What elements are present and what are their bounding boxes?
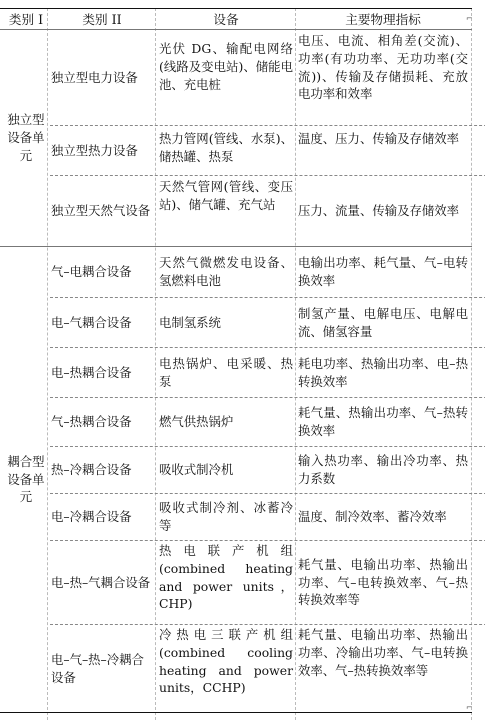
table-row-indicators: 耗气量、电输出功率、热输出功率、气–电转换效率、气–热转换效率等	[298, 556, 468, 608]
table-row-indicators: 耗气量、热输出功率、气–热转换效率	[298, 405, 468, 438]
column-divider	[295, 8, 296, 720]
corner-mark: ⌐	[466, 703, 473, 712]
table-row-type: 电–热耦合设备	[51, 364, 132, 380]
table-row-equipment: 冷热电三联产机组(combined cooling heating and power units，CCHP)	[159, 627, 293, 696]
table-row-equipment: 燃气供热锅炉	[159, 414, 234, 430]
table-row-indicators: 压力、流量、传输及存储效率	[298, 203, 460, 219]
table-row-equipment: 吸收式制冷机	[159, 462, 234, 478]
table-row-equipment: 电热锅炉、电采暖、热泵	[159, 355, 293, 389]
header-category2: 类别 II	[82, 12, 122, 27]
table-row-equipment: 热力管网(管线、水泵)、储热罐、热泵	[159, 131, 293, 164]
table-row-indicators: 耗气量、电输出功率、热输出功率、冷输出功率、气–电转换效率、气–热转换效率等	[298, 627, 468, 678]
table-row-equipment: 吸收式制冷剂、冰蓄冷等	[159, 500, 293, 533]
table-row-type: 电–热–气耦合设备	[51, 574, 151, 590]
table-row-equipment: 天然气管网(管线、变压站)、储气罐、充气站	[159, 179, 293, 212]
header-indicators: 主要物理指标	[345, 12, 421, 27]
table-row-equipment: 热电联产机组(combined heating and power units，CHP)	[159, 543, 293, 612]
header-category1: 类别 I	[8, 12, 44, 27]
column-divider	[47, 8, 48, 720]
table-row-indicators: 输入热功率、输出冷功率、热力系数	[298, 453, 468, 486]
group-label: 独立型设备单元	[7, 112, 45, 163]
table-row-type: 电–气耦合设备	[51, 314, 132, 330]
table-row-type: 电–气–热–冷耦合设备	[51, 651, 144, 685]
table-row-indicators: 温度、压力、传输及存储效率	[298, 131, 460, 146]
table-row-type: 气–热耦合设备	[51, 414, 132, 430]
corner-mark: ⌐	[466, 14, 473, 23]
column-divider	[155, 8, 156, 720]
table-row-equipment: 天然气微燃发电设备、氢燃料电池	[159, 255, 293, 288]
header-equipment: 设备	[213, 12, 239, 27]
table-row-indicators: 电压、电流、相角差(交流)、功率(有功功率、无功功率(交流))、传输及存储损耗、充放电功率和效率	[298, 33, 468, 102]
table-row-indicators: 电输出功率、耗气量、气–电转换效率	[298, 255, 468, 288]
group-label: 耦合型设备单元	[7, 453, 45, 505]
table-row-type: 独立型天然气设备	[51, 203, 151, 219]
table-row-type: 电–冷耦合设备	[51, 509, 132, 525]
table-row-indicators: 制氢产量、电解电压、电解电流、储氢容量	[298, 305, 468, 339]
bottom-rule	[0, 712, 472, 713]
column-divider	[471, 8, 472, 720]
table-row-indicators: 耗电功率、热输出功率、电–热转换效率	[298, 355, 468, 389]
table-row-indicators: 温度、制冷效率、蓄冷效率	[298, 509, 447, 525]
table-row-type: 独立型电力设备	[51, 69, 138, 85]
table-row-equipment: 光伏 DG、输配电网络(线路及变电站)、储能电池、充电桩	[159, 41, 293, 92]
table-row-type: 气–电耦合设备	[51, 264, 132, 280]
table-row-type: 独立型热力设备	[51, 142, 138, 158]
table-row-equipment: 电制氢系统	[159, 314, 221, 330]
table-row-type: 热–冷耦合设备	[51, 462, 132, 478]
